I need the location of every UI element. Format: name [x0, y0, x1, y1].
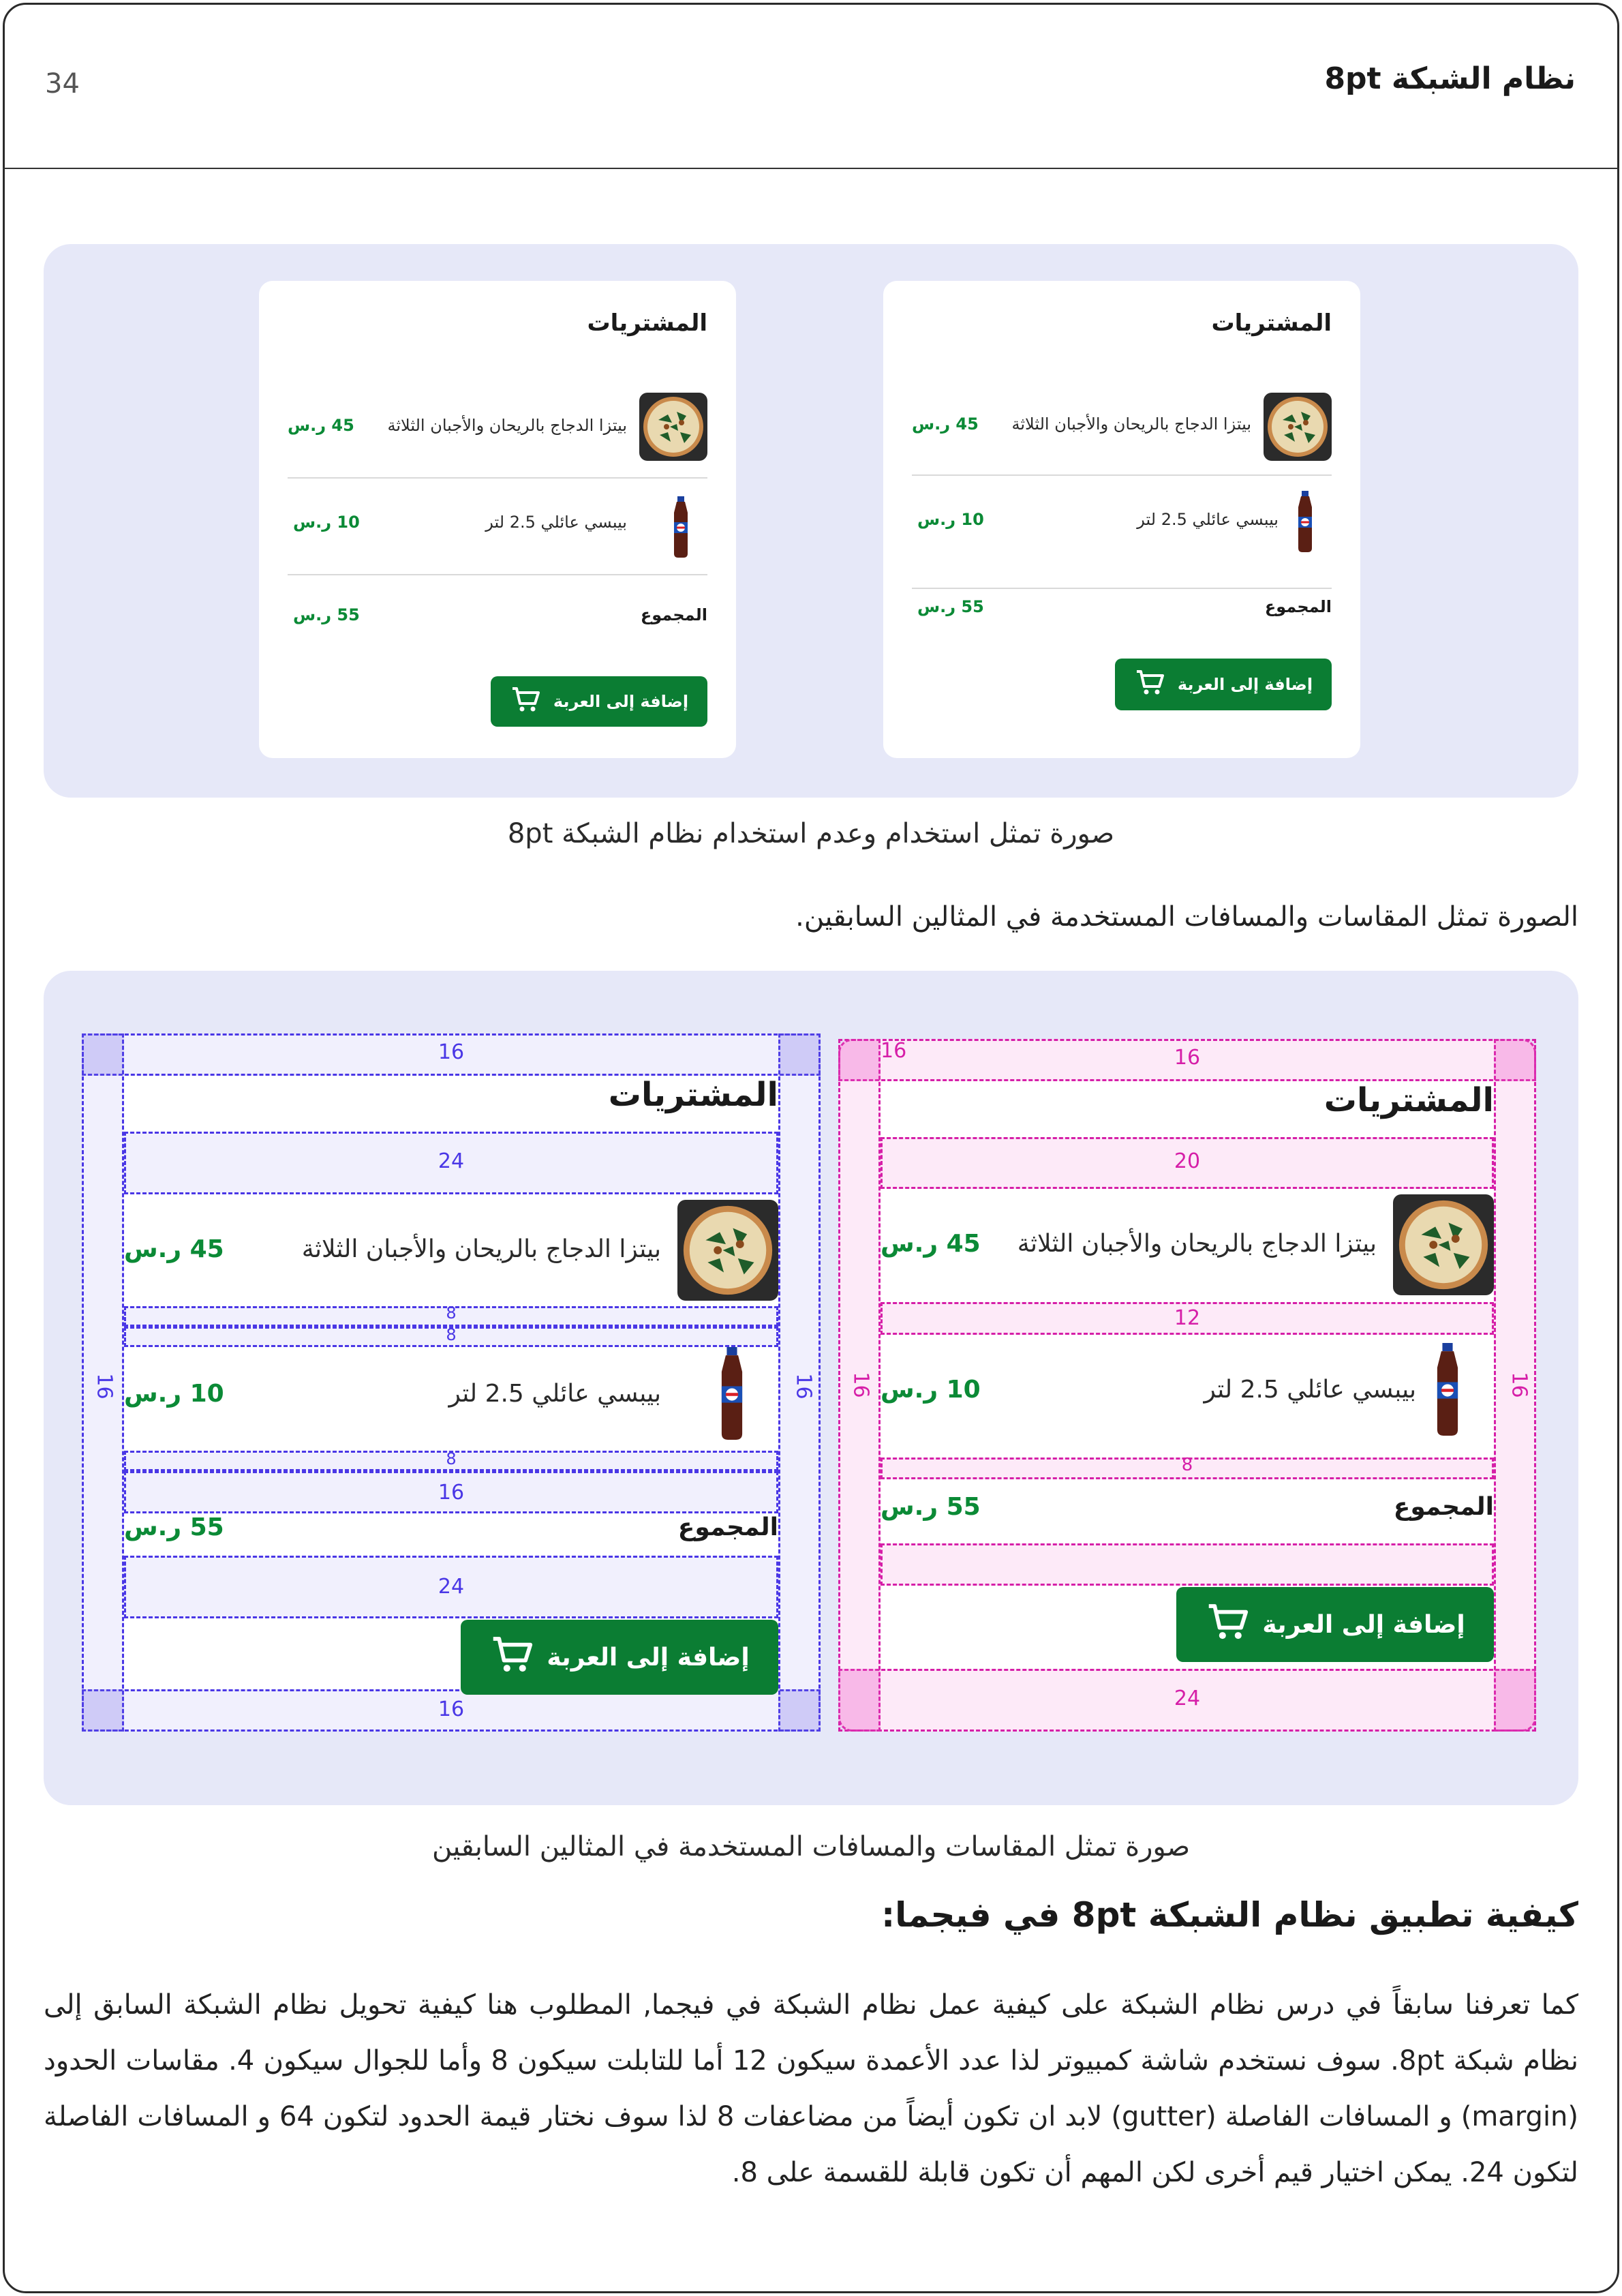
pizza-image: [677, 1200, 778, 1301]
spacing-label-row-gap: 8: [446, 1303, 457, 1323]
item-name: بيبسي عائلي 2.5 لتر: [1137, 510, 1279, 529]
spacing-label-total-gap: 16: [438, 1481, 465, 1505]
page-number: 34: [45, 68, 80, 100]
spacing-panel: [44, 971, 1578, 1805]
item-name: بيبسي عائلي 2.5 لتر: [448, 1380, 661, 1408]
pepsi-bottle-image: [1430, 1343, 1465, 1436]
card-title: المشتريات: [1211, 309, 1332, 337]
row-divider: [912, 588, 1332, 589]
item-price: 45 ر.س: [288, 416, 354, 435]
row-divider: [288, 477, 707, 479]
item-price: 45 ر.س: [124, 1235, 224, 1263]
add-to-cart-label: إضافة إلى العربة: [1177, 675, 1313, 694]
card-title: المشتريات: [1323, 1081, 1494, 1119]
spacing-label-left: 16: [848, 1372, 873, 1398]
spacing-label-right: 16: [1507, 1372, 1531, 1398]
item-price: 10 ر.س: [881, 1376, 981, 1404]
spacing-label-button-gap: 16: [881, 1039, 907, 1063]
row-divider: [912, 474, 1332, 476]
item-price: 10 ر.س: [917, 510, 984, 529]
figure-caption: صورة تمثل المقاسات والمسافات المستخدمة في المثالين السابقين: [431, 1831, 1191, 1862]
total-label: المجموع: [1264, 597, 1332, 616]
pepsi-bottle-image: [714, 1347, 750, 1440]
spacing-label-button-gap: 24: [438, 1575, 465, 1599]
card-title: المشتريات: [608, 1076, 778, 1114]
spacing-label-title-gap: 24: [438, 1149, 465, 1173]
pizza-image: [1264, 393, 1332, 461]
body-paragraph: كما تعرفنا سابقاً في درس نظام الشبكة على كيفية عمل نظام الشبكة في فيجما, المطلوب هنا كيفية تحويل نظام الشبكة السابق إلى نظام شبكة 8pt. سوف نستخدم شاشة كمبيوتر لذا عدد الأعمدة سيكون 12 أما للتابلت سيكون 8 وأما للجوال سيكون 4. مقاسات الحدود (margin) و المسافات الفاصلة (gutter) لابد ان تكون أيضاً من مضاعفات 8 لذا سوف نختار قيمة الحدود لتكون 64 و المسافات الفاصلة لتكون 24. يمكن اختيار قيم أخرى لكن المهم أن تكون قابلة للقسمة على 8.: [44, 1989, 1579, 2188]
spacing-label-row-gap: 12: [1174, 1306, 1201, 1330]
cart-icon: [1134, 669, 1165, 700]
spacing-label-bottom: 16: [438, 1697, 465, 1721]
add-to-cart-label: إضافة إلى العربة: [553, 692, 689, 711]
item-price: 10 ر.س: [293, 513, 360, 532]
section-heading: كيفية تطبيق نظام الشبكة 8pt في فيجما:: [881, 1895, 1578, 1935]
spacer-button-gap: [881, 1543, 1494, 1586]
add-to-cart-button[interactable]: [1115, 659, 1332, 710]
page-title: نظام الشبكة 8pt: [1324, 61, 1576, 96]
item-name: بيبسي عائلي 2.5 لتر: [1204, 1376, 1416, 1404]
spacing-label-right: 16: [791, 1373, 816, 1400]
pizza-image: [639, 393, 707, 461]
cart-icon: [489, 1635, 534, 1680]
pepsi-bottle-image: [1294, 491, 1317, 552]
spacing-label-bottom: 24: [1174, 1687, 1201, 1710]
spacing-label-row-gap: 8: [446, 1449, 457, 1468]
total-label: المجموع: [677, 1513, 778, 1541]
item-price: 10 ر.س: [124, 1380, 224, 1408]
cart-card-8pt: [259, 281, 736, 758]
page-header: [3, 3, 1619, 169]
item-price: 45 ر.س: [881, 1230, 981, 1258]
row-divider: [288, 574, 707, 575]
total-price: 55 ر.س: [124, 1513, 224, 1541]
card-title: المشتريات: [587, 309, 707, 337]
cart-icon: [510, 686, 541, 717]
cart-card-non-8pt: [883, 281, 1360, 758]
comparison-panel: [44, 244, 1578, 798]
item-price: 45 ر.س: [912, 414, 979, 434]
pizza-image: [1393, 1194, 1494, 1295]
add-to-cart-button[interactable]: [1176, 1587, 1494, 1662]
spacing-label-row-gap: 8: [446, 1325, 457, 1344]
spacing-label-left: 16: [92, 1373, 117, 1400]
item-name: بيتزا الدجاج بالريحان والأجبان الثلاثة: [1017, 1230, 1377, 1258]
item-name: بيتزا الدجاج بالريحان والأجبان الثلاثة: [387, 416, 627, 435]
item-name: بيتزا الدجاج بالريحان والأجبان الثلاثة: [301, 1235, 661, 1263]
add-to-cart-label: إضافة إلى العربة: [547, 1643, 750, 1672]
cart-icon: [1205, 1602, 1250, 1648]
add-to-cart-button[interactable]: [491, 676, 707, 727]
spacing-label-title-gap: 20: [1174, 1149, 1201, 1173]
add-to-cart-button[interactable]: [461, 1620, 778, 1695]
item-name: بيبسي عائلي 2.5 لتر: [485, 513, 627, 532]
total-price: 55 ر.س: [917, 597, 984, 616]
total-price: 55 ر.س: [881, 1493, 981, 1521]
total-label: المجموع: [640, 605, 707, 624]
figure-caption: صورة تمثل استخدام وعدم استخدام نظام الشبكة 8pt: [507, 818, 1115, 849]
lead-text: الصورة تمثل المقاسات والمسافات المستخدمة في المثالين السابقين.: [795, 901, 1578, 933]
spacing-label-top: 16: [1174, 1046, 1201, 1070]
total-label: المجموع: [1393, 1493, 1494, 1521]
spacing-label-total-gap: 8: [1181, 1455, 1193, 1475]
annotated-card-non-8pt: [838, 1039, 1536, 1732]
item-name: بيتزا الدجاج بالريحان والأجبان الثلاثة: [1011, 414, 1251, 434]
spacing-label-top: 16: [438, 1040, 465, 1064]
pepsi-bottle-image: [669, 496, 692, 558]
annotated-card-8pt: [82, 1033, 821, 1732]
total-price: 55 ر.س: [293, 605, 360, 624]
add-to-cart-label: إضافة إلى العربة: [1262, 1610, 1465, 1639]
